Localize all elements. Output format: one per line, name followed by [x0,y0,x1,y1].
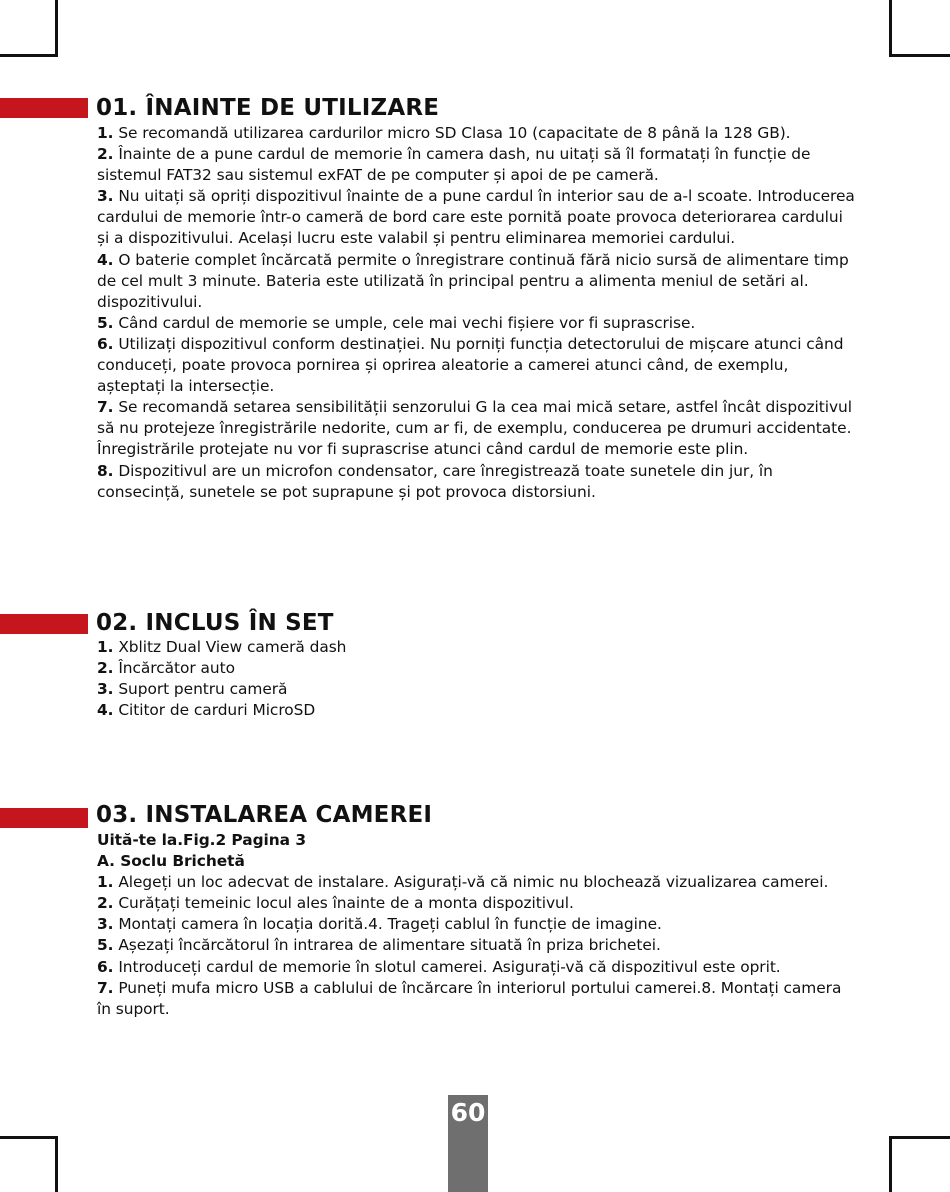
item-text: Xblitz Dual View cameră dash [118,638,347,656]
item-number: 5. [97,313,114,332]
list-item [97,123,857,144]
subsection-title: A. Soclu Brichetă [97,852,245,871]
item-text: Se recomandă setarea sensibilității senzorului G la cea mai mică setare, astfel încât dispozitivul să nu protejeze înregistrările nedorite, cum ar fi, de exemplu, conducerea pe drumuri accidentate. Înregistrările protejate nu vor fi suprascrise atunci când cardul de memorie este plin. [97,398,852,459]
item-number: 1. [97,638,114,656]
section-body [97,830,857,1020]
item-number: 2. [97,145,114,164]
page-number: 60 [450,1098,486,1127]
list-item [97,186,857,249]
list-item [97,397,857,460]
list-item [97,872,857,893]
list-item [97,144,857,186]
crop-mark-bottom-right-v [889,1136,892,1192]
item-number: 4. [97,250,114,269]
section-body [97,637,857,721]
item-text: Suport pentru cameră [118,680,288,699]
item-text: Se recomandă utilizarea cardurilor micro SD Clasa 10 (capacitate de 8 până la 128 GB). [118,124,791,142]
section-body [97,123,857,503]
item-number: 2. [97,894,114,913]
item-text: Introduceți cardul de memorie în slotul camerei. Asigurați-vă că dispozitivul este oprit. [118,957,781,976]
item-number: 4. [97,701,114,720]
item-text: Utilizați dispozitivul conform destinației. Nu porniți funcția detectorului de mișcare atunci când conduceți, poate provoca pornirea și oprirea aleatorie a camerei atunci când, de exemplu, așteptați la intersecție. [97,334,844,396]
crop-mark-bottom-right-h [889,1136,950,1139]
crop-mark-top-left-h [0,54,58,57]
list-item [97,957,857,978]
item-number: 6. [97,957,114,976]
list-item [97,334,857,397]
item-text: Nu uitați să opriți dispozitivul înainte de a pune cardul în interior sau de a-l scoate. Introducerea cardului de memorie într-o cameră de bord care este pornită poate provoca deteriorarea cardului și a dispozitivului. Același lucru este valabil și pentru eliminarea memoriei cardului. [97,187,855,248]
list-item [97,914,857,935]
item-number: 8. [97,461,114,480]
item-text: Dispozitivul are un microfon condensator, care înregistrează toate sunetele din jur, în consecință, sunetele se pot suprapune și pot provoca distorsiuni. [97,461,773,501]
crop-mark-top-left-v [55,0,58,57]
crop-mark-top-right-v [889,0,892,57]
section-accent-bar [0,98,88,118]
item-number: 1. [97,873,114,892]
list-item [97,461,857,503]
list-item [97,313,857,334]
page-number-box [448,1095,488,1192]
list-item [97,978,857,1020]
item-number: 6. [97,334,114,353]
section-heading: 02. INCLUS ÎN SET [96,610,334,636]
item-text: Așezați încărcătorul în intrarea de alimentare situată în priza brichetei. [118,936,661,955]
item-number: 3. [97,680,114,699]
list-item [97,935,857,956]
list-item [97,893,857,914]
crop-mark-bottom-left-v [55,1136,58,1192]
item-number: 7. [97,978,114,997]
item-number: 3. [97,187,114,206]
item-text: O baterie complet încărcată permite o înregistrare continuă fără nicio sursă de alimentare timp de cel mult 3 minute. Bateria este utilizată în principal pentru a alimenta meniul de setări al. dispozitivului. [97,250,849,311]
item-number: 5. [97,936,114,955]
section-heading: 03. INSTALAREA CAMEREI [96,802,433,828]
list-item [97,658,857,679]
crop-mark-bottom-left-h [0,1136,58,1139]
item-number: 2. [97,659,114,678]
section-heading: 01. ÎNAINTE DE UTILIZARE [96,95,440,121]
list-item [97,250,857,313]
item-text: Când cardul de memorie se umple, cele mai vechi fișiere vor fi suprascrise. [118,313,696,332]
item-text: Montați camera în locația dorită.4. Trageți cablul în funcție de imagine. [118,915,662,934]
section-accent-bar [0,808,88,828]
item-text: Încărcător auto [118,659,235,678]
section-accent-bar [0,614,88,634]
list-item [97,679,857,700]
item-number: 1. [97,124,114,142]
item-text: Puneți mufa micro USB a cablului de încărcare în interiorul portului camerei.8. Montați camera în suport. [97,978,842,1018]
item-number: 3. [97,915,114,934]
item-text: Curățați temeinic locul ales înainte de a monta dispozitivul. [118,894,574,913]
figure-reference: Uită-te la.Fig.2 Pagina 3 [97,831,306,849]
list-item [97,637,857,658]
item-text: Cititor de carduri MicroSD [118,701,316,720]
crop-mark-top-right-h [889,54,950,57]
list-item [97,700,857,721]
item-text: Alegeți un loc adecvat de instalare. Asigurați-vă că nimic nu blochează vizualizarea camerei. [118,873,829,892]
item-text: Înainte de a pune cardul de memorie în camera dash, nu uitați să îl formatați în funcție de sistemul FAT32 sau sistemul exFAT de pe computer și apoi de pe cameră. [97,145,811,185]
item-number: 7. [97,398,114,417]
